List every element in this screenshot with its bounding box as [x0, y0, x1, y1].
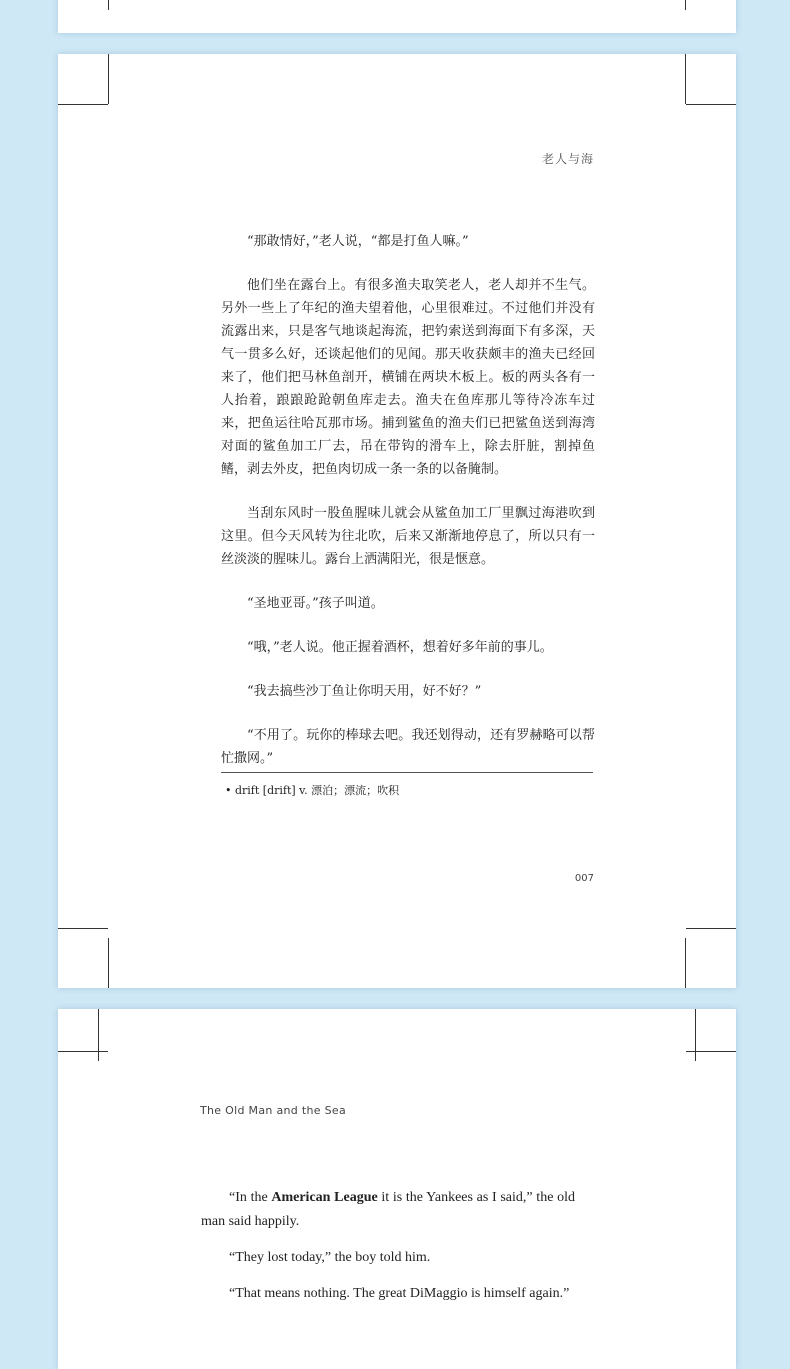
page-number: 007: [574, 873, 594, 884]
crop-mark: [676, 1009, 736, 1069]
vocabulary-footnote: • drift [drift] v. 漂泊；漂流；吹积: [225, 784, 400, 797]
footnote-divider: [221, 772, 593, 773]
crop-mark: [58, 0, 118, 33]
crop-mark: [58, 1009, 118, 1069]
paragraph: [201, 1186, 575, 1234]
english-text: [201, 1186, 575, 1318]
crop-mark: [676, 928, 736, 988]
vocabulary-highlight: American League: [271, 1190, 378, 1205]
paragraph: “不用了。玩你的棒球去吧。我还划得动，还有罗赫略可以帮忙撒网。”: [221, 728, 595, 766]
chinese-page: [58, 54, 736, 988]
previous-page: [58, 0, 736, 33]
paragraph: 当刮东风时一股鱼腥味儿就会从鲨鱼加工厂里飘过海港吹到这里。但今天风转为往北吹，后来又渐渐地停息了，所以只有一丝淡淡的腥味儿。露台上洒满阳光，很是惬意。: [221, 506, 595, 567]
running-head: The Old Man and the Sea: [200, 1104, 346, 1117]
crop-mark: [58, 928, 118, 988]
text-segment: it is the Yankees as I said,” the old man said happily.: [201, 1190, 575, 1229]
text-segment: “In the: [229, 1190, 272, 1205]
crop-mark: [676, 0, 736, 33]
crop-mark: [58, 54, 118, 114]
paragraph: 他们坐在露台上。有很多渔夫取笑老人，老人却并不生气。另外一些上了年纪的渔夫望着他，心里很难过。不过他们并没有流露出来，只是客气地谈起海流，把钓索送到海面下有多深，天气一贯多么好，还谈起他们的见闻。那天收获颇丰的渔夫已经回来了，他们把马林鱼剖开，横铺在两块木板上。板的两头各有一人抬着，踉踉跄跄朝鱼库走去。渔夫在鱼库那儿等待冷冻车过来，把鱼运往哈瓦那市场。捕到鲨鱼的渔夫们已把鲨鱼送到海湾对面的鲨鱼加工厂去，吊在带钩的滑车上，除去肝脏，割掉鱼鳍，剥去外皮，把鱼肉切成一条一条的以备腌制。: [221, 278, 595, 477]
running-head: 老人与海: [541, 152, 594, 166]
paragraph: “圣地亚哥。”孩子叫道。: [247, 596, 384, 611]
paragraph: “那敢情好，”老人说，“都是打鱼人嘛。”: [247, 234, 469, 249]
paragraph: “That means nothing. The great DiMaggio is himself again.”: [229, 1286, 570, 1301]
crop-mark: [676, 54, 736, 114]
paragraph: “哦，”老人说。他正握着酒杯，想着好多年前的事儿。: [247, 640, 553, 655]
paragraph: “They lost today,” the boy told him.: [229, 1250, 431, 1265]
paragraph: “我去搞些沙丁鱼让你明天用，好不好？”: [247, 684, 482, 699]
chinese-text: [221, 230, 595, 791]
english-page: [58, 1009, 736, 1369]
